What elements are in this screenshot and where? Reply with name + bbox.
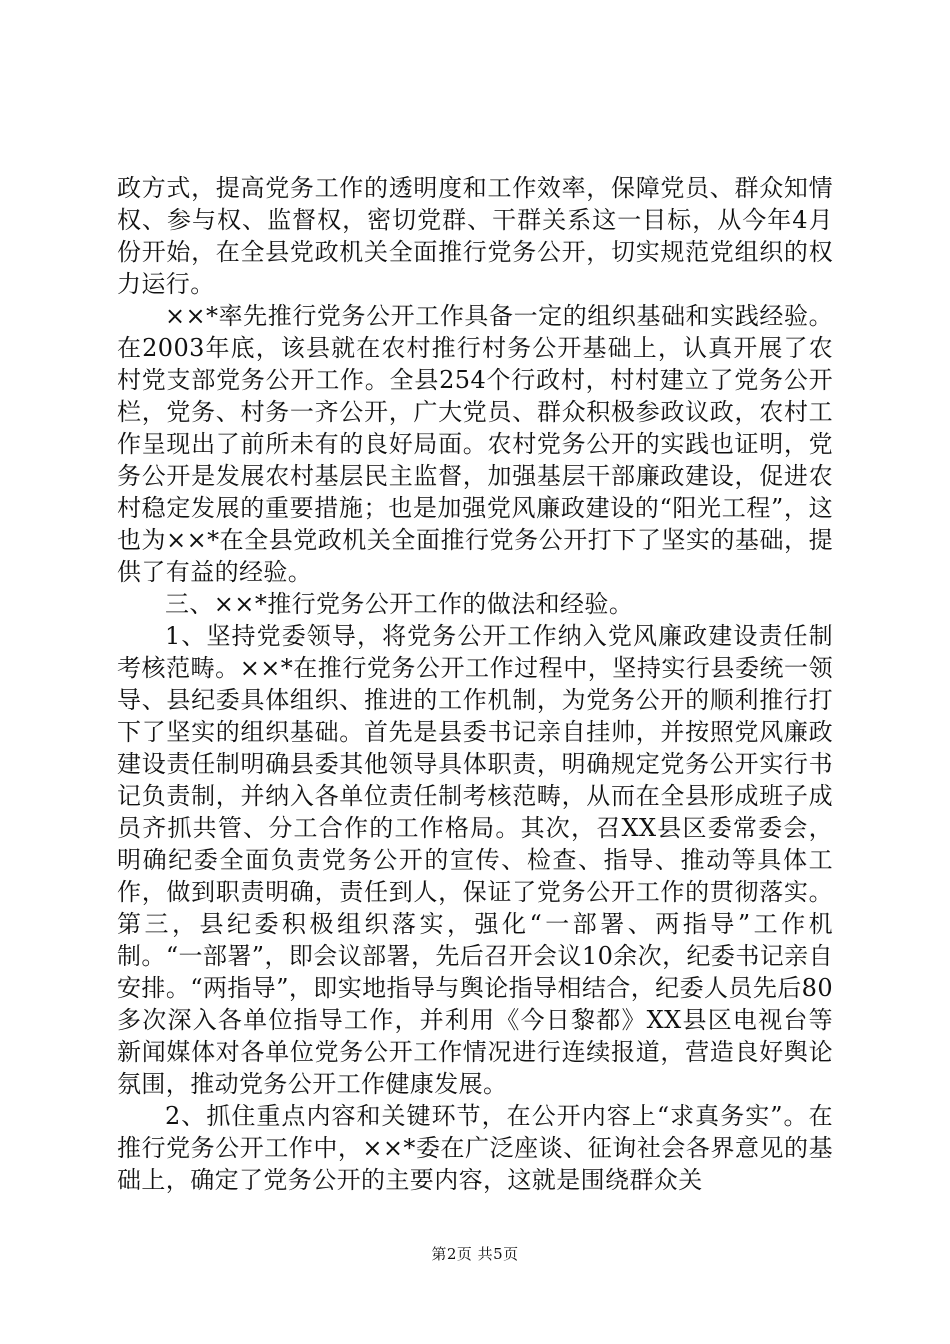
document-body xyxy=(117,172,833,1196)
paragraph-5: 2、抓住重点内容和关键环节，在公开内容上“求真务实”。在推行党务公开工作中，××*委在广泛座谈、征询社会各界意见的基础上，确定了党务公开的主要内容，这就是围绕群众关 xyxy=(117,1102,833,1194)
paragraph-2: ××*率先推行党务公开工作具备一定的组织基础和实践经验。在2003年底，该县就在农村推行村务公开基础上，认真开展了农村党支部党务公开工作。全县254个行政村，村村建立了党务公开栏，党务、村务一齐公开，广大党员、群众积极参政议政，农村工作呈现出了前所未有的良好局面。农村党务公开的实践也证明，党务公开是发展农村基层民主监督，加强基层干部廉政建设，促进农村稳定发展的重要措施；也是加强党风廉政建设的“阳光工程”，这也为××*在全县党政机关全面推行党务公开打下了坚实的基础，提供了有益的经验。 xyxy=(117,302,833,586)
section-heading-3: 三、××*推行党务公开工作的做法和经验。 xyxy=(165,590,634,618)
paragraph-4: 1、坚持党委领导，将党务公开工作纳入党风廉政建设责任制考核范畴。××*在推行党务公开工作过程中，坚持实行县委统一领导、县纪委具体组织、推进的工作机制，为党务公开的顺利推行打下了坚实的组织基础。首先是县委书记亲自挂帅，并按照党风廉政建设责任制明确县委其他领导具体职责，明确规定党务公开实行书记负责制，并纳入各单位责任制考核范畴，从而在全县形成班子成员齐抓共管、分工合作的工作格局。其次，召XX县区委常委会，明确纪委全面负责党务公开的宣传、检查、指导、推动等具体工作，做到职责明确，责任到人，保证了党务公开工作的贯彻落实。第三，县纪委积极组织落实，强化“一部署、两指导”工作机制。“一部署”，即会议部署，先后召开会议10余次，纪委书记亲自安排。“两指导”，即实地指导与舆论指导相结合，纪委人员先后80多次深入各单位指导工作，并利用《今日黎都》XX县区电视台等新闻媒体对各单位党务公开工作情况进行连续报道，营造良好舆论氛围，推动党务公开工作健康发展。 xyxy=(117,622,833,1098)
page-footer: 第2页 共5页 xyxy=(431,1245,519,1263)
paragraph-1: 政方式，提高党务工作的透明度和工作效率，保障党员、群众知情权、参与权、监督权，密切党群、干群关系这一目标，从今年4月份开始，在全县党政机关全面推行党务公开，切实规范党组织的权力运行。 xyxy=(117,174,833,298)
